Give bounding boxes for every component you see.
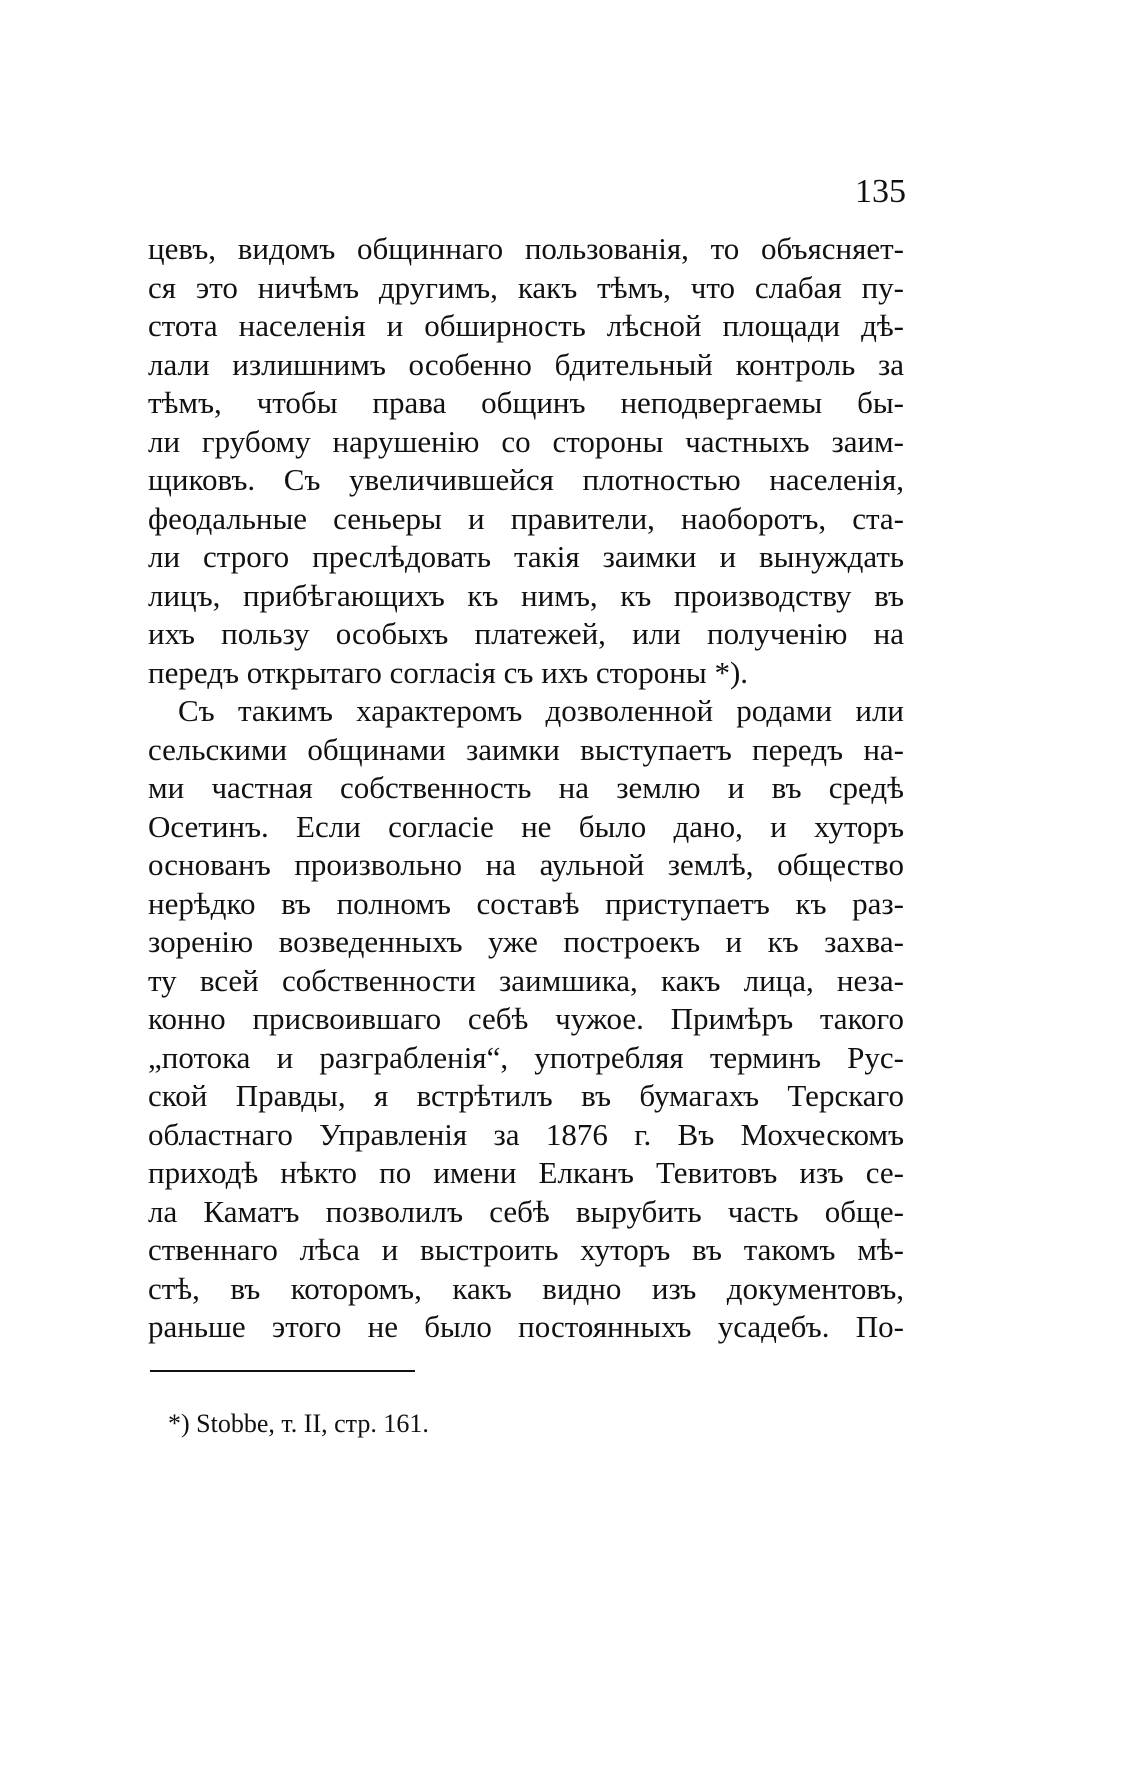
- text-line: ту всей собственности заимшика, какъ лица, неза-: [148, 962, 904, 998]
- text-line: раньше этого не было постоянныхъ усадебъ. По-: [148, 1309, 904, 1344]
- text-line: ли грубому нарушенію со стороны частныхъ заим-: [148, 423, 904, 459]
- text-line: нерѣдко въ полномъ составѣ приступаетъ къ раз-: [148, 885, 904, 921]
- text-line: щиковъ. Съ увеличившейся плотностью населенія,: [148, 462, 904, 497]
- text-line: ли строго преслѣдовать такія заимки и вынуждать: [148, 539, 904, 574]
- body-text: [148, 230, 904, 1347]
- text-line: ми частная собственность на землю и въ средѣ: [148, 770, 904, 805]
- text-line: приходѣ нѣкто по имени Елканъ Тевитовъ изъ се-: [148, 1155, 904, 1190]
- text-line: стота населенія и обширность лѣсной площади дѣ-: [148, 308, 904, 343]
- text-line: конно присвоившаго себѣ чужое. Примѣръ такого: [148, 1001, 904, 1036]
- text-line: ской Правды, я встрѣтилъ въ бумагахъ Терскаго: [148, 1078, 904, 1113]
- footnote-divider: [150, 1370, 415, 1372]
- page-number: 135: [855, 173, 906, 210]
- text-line: ихъ пользу особыхъ платежей, или полученію на: [148, 616, 904, 651]
- text-line: основанъ произвольно на аульной землѣ, общество: [148, 847, 904, 882]
- text-line: Осетинъ. Если согласіе не было дано, и хуторъ: [148, 808, 904, 844]
- text-line: феодальные сеньеры и правители, наоборотъ, ста-: [148, 500, 904, 536]
- text-line: ла Каматъ позволилъ себѣ вырубить часть обще-: [148, 1193, 904, 1229]
- text-line: „потока и разграбленія“, употребляя терминъ Рус-: [148, 1039, 904, 1075]
- footnote: *) Stobbe, т. II, стр. 161.: [168, 1409, 429, 1438]
- text-line: ственнаго лѣса и выстроить хуторъ въ такомъ мѣ-: [148, 1232, 904, 1267]
- text-line: лали излишнимъ особенно бдительный контроль за: [148, 346, 904, 382]
- text-line: передъ открытаго согласія съ ихъ стороны *).: [148, 654, 749, 690]
- text-line: стѣ, въ которомъ, какъ видно изъ документовъ,: [148, 1270, 904, 1306]
- text-line: цевъ, видомъ общиннаго пользованія, то объясняет-: [148, 231, 904, 266]
- text-line: лицъ, прибѣгающихъ къ нимъ, къ производству въ: [148, 577, 904, 613]
- text-line: сельскими общинами заимки выступаетъ передъ на-: [148, 731, 904, 767]
- text-line: ся это ничѣмъ другимъ, какъ тѣмъ, что слабая пу-: [148, 269, 904, 305]
- text-line: Съ такимъ характеромъ дозволенной родами или: [178, 693, 904, 728]
- text-line: тѣмъ, чтобы права общинъ неподвергаемы бы-: [148, 385, 904, 420]
- text-line: областнаго Управленія за 1876 г. Въ Мохческомъ: [148, 1116, 904, 1152]
- text-line: зоренію возведенныхъ уже построекъ и къ захва-: [148, 924, 904, 959]
